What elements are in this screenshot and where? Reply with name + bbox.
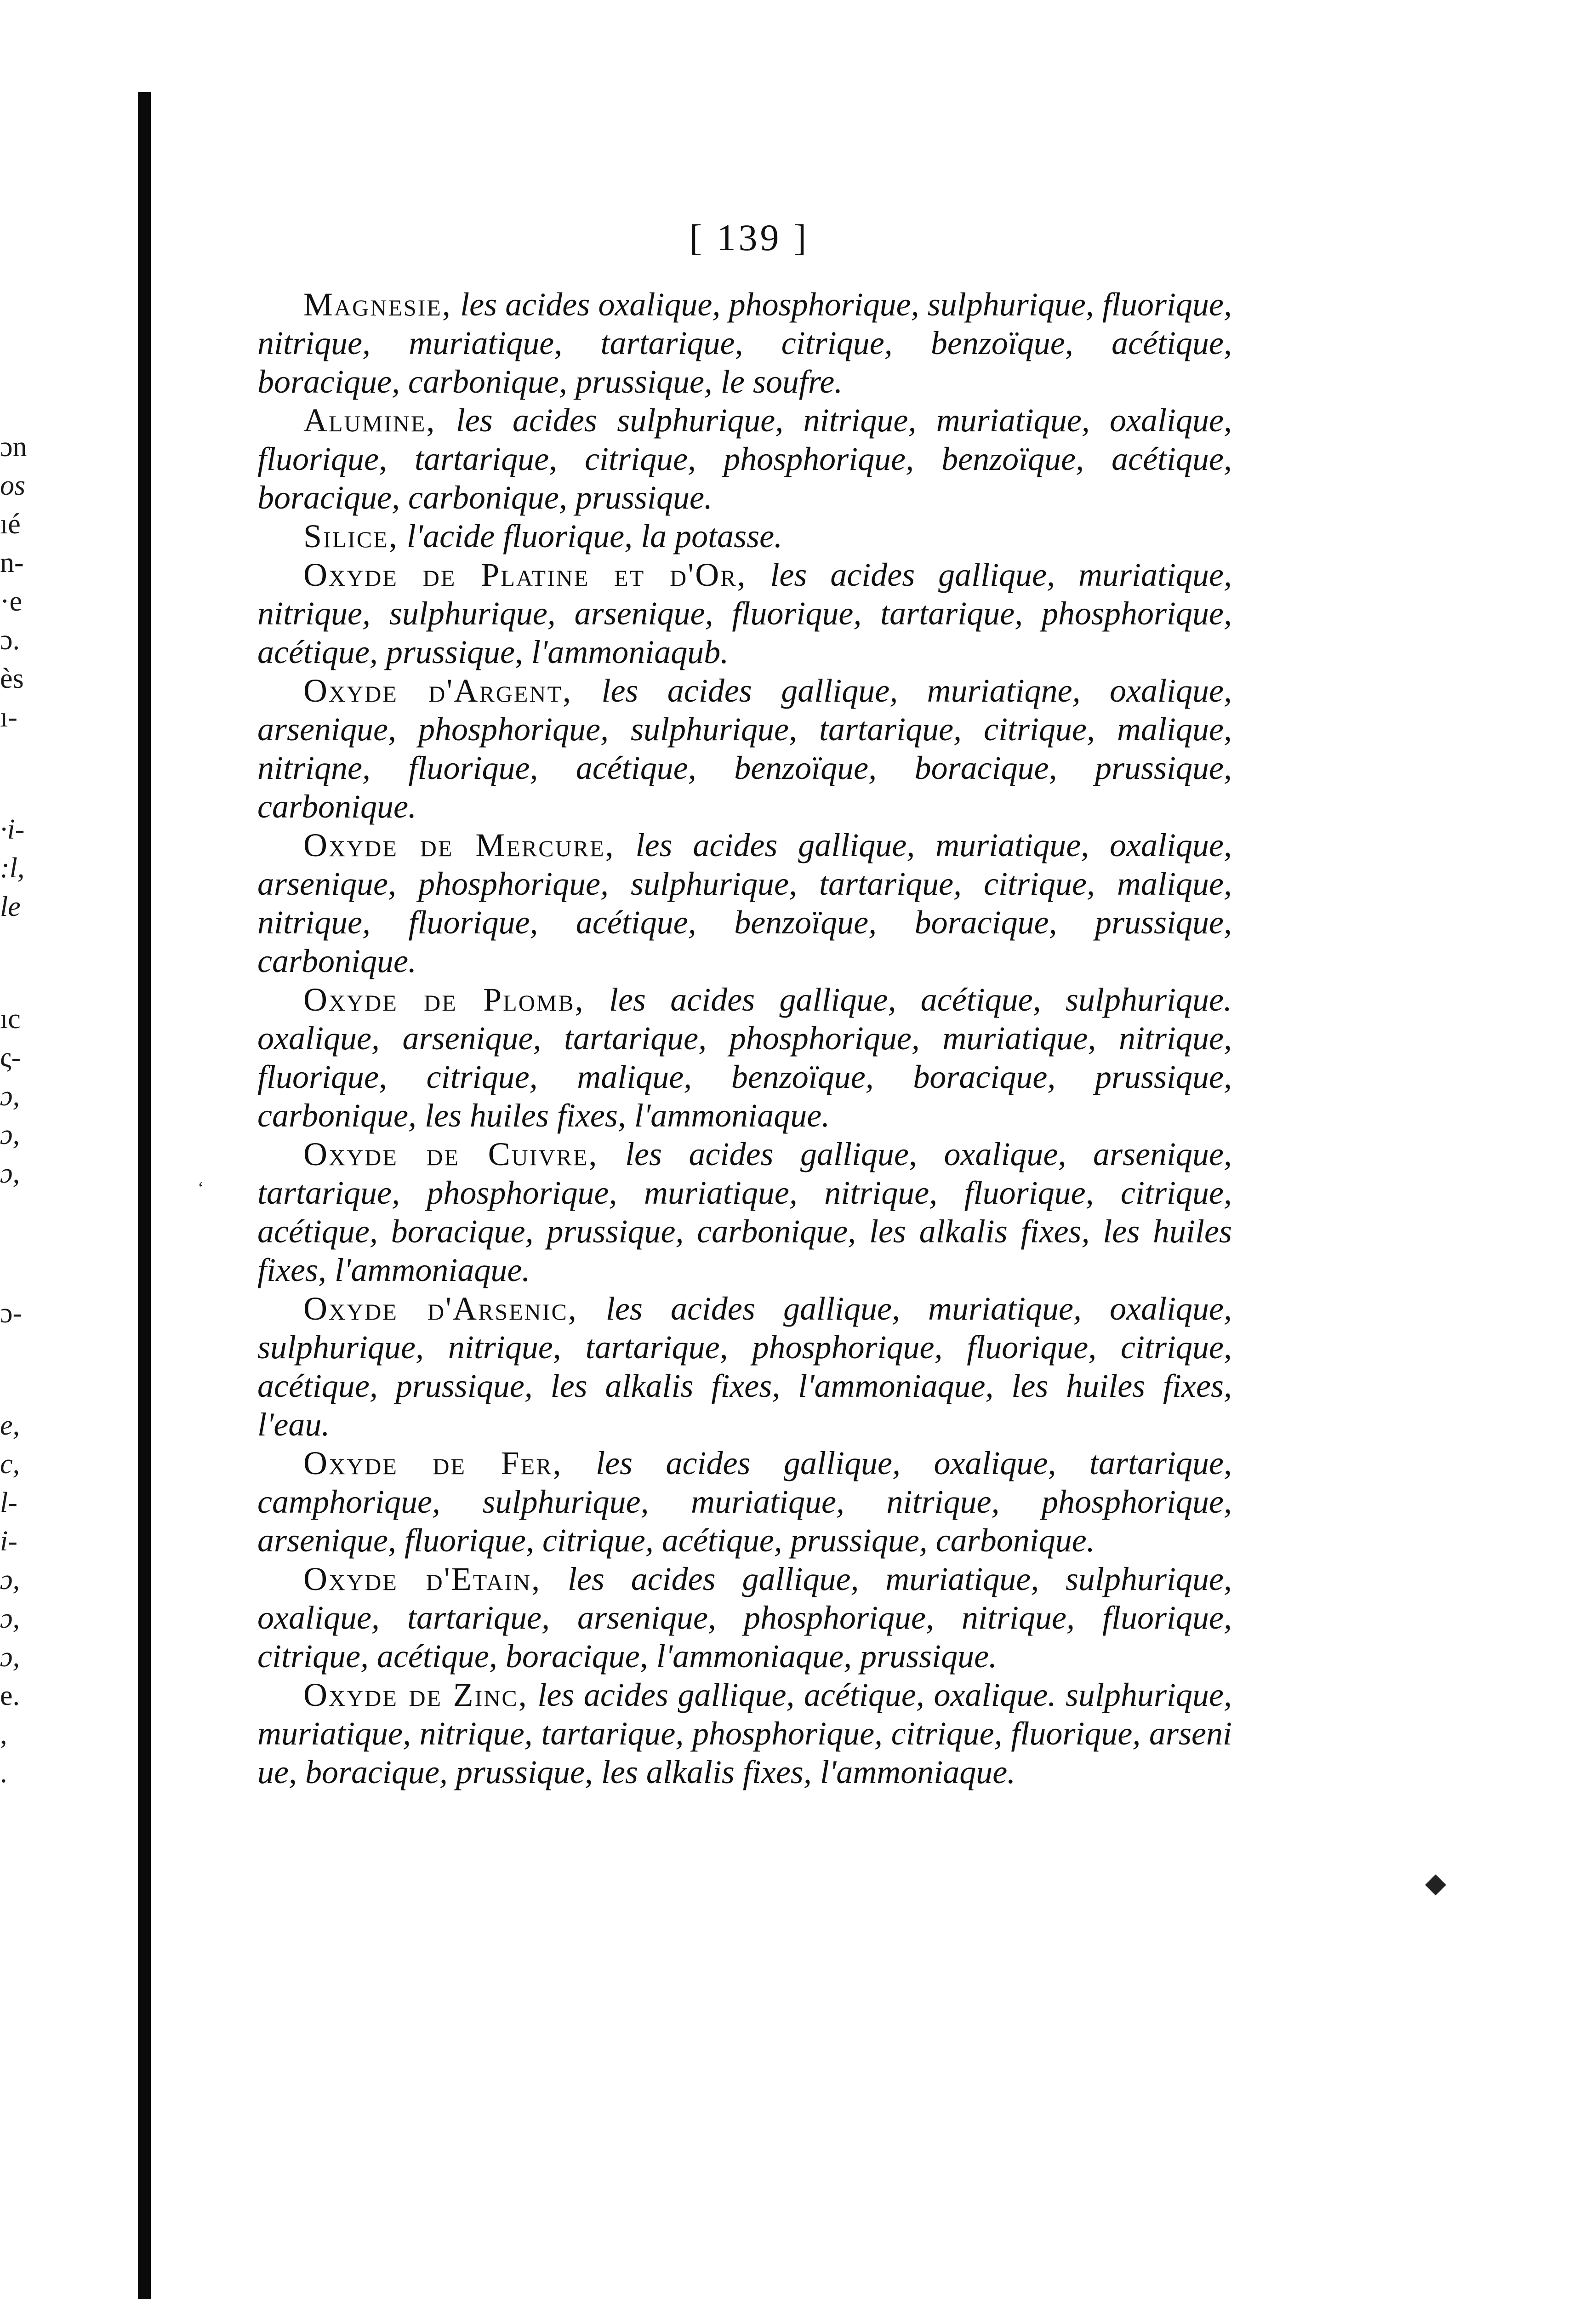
bleed-fragment: ı-: [0, 702, 17, 733]
entry-oxyde-mercure: [257, 826, 1232, 980]
bleed-fragment: ɔ,: [0, 1081, 20, 1112]
entry-heading: Oxyde d'Argent,: [303, 672, 573, 709]
entry-body: les acides sulphurique, nitrique, muriatique, oxalique, fluorique, tartarique, citrique, phosphorique, benzoïque, acétique, boracique, carbonique, prussique.: [257, 402, 1232, 516]
bleed-fragment: ɔ,: [0, 1158, 20, 1189]
bleed-fragment: ·i-: [0, 814, 25, 845]
entry-body: les acides gallique, muriatique, oxalique, sulphurique, nitrique, tartarique, phosphorique, fluorique, citrique, acétique, prussique, les alkalis fixes, l'ammoniaque, les huiles fixes, l'eau.: [257, 1290, 1232, 1443]
entry-heading: Oxyde d'Etain,: [303, 1561, 542, 1597]
entry-oxyde-cuivre: [257, 1135, 1232, 1289]
bleed-fragment: e.: [0, 1680, 20, 1711]
entry-heading: Oxyde de Plomb,: [303, 981, 585, 1018]
entry-oxyde-fer: [257, 1444, 1232, 1560]
bleed-fragment: .: [0, 1757, 7, 1789]
text-column: [257, 285, 1232, 1791]
page-number: [ 139 ]: [689, 217, 809, 258]
bleed-fragment: ,: [0, 1719, 7, 1750]
entry-heading: Oxyde de Platine et d'Or,: [303, 556, 747, 593]
entry-heading: Silice,: [303, 518, 399, 555]
entry-heading: Oxyde de Cuivre,: [303, 1136, 598, 1172]
bleed-fragment: n-: [0, 547, 24, 578]
bleed-fragment: ıc: [0, 1003, 21, 1035]
entry-oxyde-platine-or: [257, 555, 1232, 671]
bleed-fragment: :l,: [0, 852, 25, 884]
ink-speck: ‘: [198, 1178, 204, 1198]
entry-alumine: [257, 401, 1232, 517]
bleed-fragment: ɔ,: [0, 1119, 20, 1150]
bleed-fragment: ɔn: [0, 431, 27, 463]
entry-body: l'acide fluorique, la potasse.: [398, 518, 783, 555]
entry-heading: Magnesie,: [303, 286, 452, 323]
bleed-fragment: l-: [0, 1487, 17, 1518]
entry-oxyde-argent: [257, 671, 1232, 826]
bleed-fragment: i-: [0, 1526, 17, 1557]
binding-gutter: [138, 92, 151, 2299]
entry-body: les acides gallique, muriatique, sulphurique, oxalique, tartarique, arsenique, phosphorique, nitrique, fluorique, citrique, acétique, boracique, l'ammoniaque, prussique.: [257, 1561, 1232, 1675]
bleed-fragment: ès: [0, 663, 24, 694]
entry-oxyde-etain: [257, 1560, 1232, 1676]
entry-body: les acides oxalique, phosphorique, sulphurique, fluorique, nitrique, muriatique, tartarique, citrique, benzoïque, acétique, boracique, carbonique, prussique, le soufre.: [257, 286, 1232, 400]
bleed-fragment: ɔ.: [0, 624, 20, 656]
entry-heading: Oxyde de Mercure,: [303, 827, 615, 864]
entry-body: les acides gallique, acétique, oxalique. sulphurique, muriatique, nitrique, tartarique, phosphorique, citrique, fluorique, arseni ue, boracique, prussique, les alkalis fixes, l'ammoniaque.: [257, 1676, 1232, 1790]
entry-oxyde-plomb: [257, 980, 1232, 1135]
entry-heading: Oxyde de Zinc,: [303, 1676, 528, 1713]
entry-body: les acides gallique, acétique, sulphurique. oxalique, arsenique, tartarique, phosphorique, muriatique, nitrique, fluorique, citrique, malique, benzoïque, boracique, prussique, carbonique, les huiles fixes, l'ammoniaque.: [257, 981, 1232, 1134]
bleed-fragment: ɔ,: [0, 1641, 20, 1673]
bleed-fragment: ς-: [0, 1042, 21, 1073]
bleed-fragment: ɔ,: [0, 1564, 20, 1596]
entry-oxyde-arsenic: [257, 1289, 1232, 1444]
bleed-fragment: ıé: [0, 509, 21, 540]
entry-heading: Oxyde d'Arsenic,: [303, 1290, 578, 1327]
bleed-fragment: os: [0, 470, 26, 501]
entry-heading: Alumine,: [303, 402, 436, 439]
entry-oxyde-zinc: [257, 1676, 1232, 1791]
entry-heading: Oxyde de Fer,: [303, 1445, 563, 1481]
entry-body: les acides gallique, muriatique, oxalique, arsenique, phosphorique, sulphurique, tartarique, citrique, malique, nitrique, fluorique, acétique, benzoïque, boracique, prussique, carbonique.: [257, 827, 1232, 979]
facing-page-bleed: [0, 428, 115, 1792]
bleed-fragment: ·e: [0, 586, 23, 617]
entry-body: les acides gallique, muriatique, nitrique, sulphurique, arsenique, fluorique, tartarique, phosphorique, acétique, prussique, l'ammoniaqub.: [257, 556, 1232, 670]
ink-speck: ◆: [1425, 1868, 1447, 1898]
entry-body: les acides gallique, oxalique, tartarique, camphorique, sulphurique, muriatique, nitrique, phosphorique, arsenique, fluorique, citrique, acétique, prussique, carbonique.: [257, 1445, 1232, 1559]
entry-magnesie: [257, 285, 1232, 401]
bleed-fragment: e,: [0, 1410, 20, 1441]
bleed-fragment: ɔ-: [0, 1298, 23, 1329]
bleed-fragment: ɔ,: [0, 1603, 20, 1634]
entry-silice: [257, 517, 1232, 555]
entry-body: les acides gallique, oxalique, arsenique, tartarique, phosphorique, muriatique, nitrique, fluorique, citrique, acétique, boracique, prussique, carbonique, les alkalis fixes, les huiles fixes, l'ammoniaque.: [257, 1136, 1232, 1288]
bleed-fragment: le: [0, 891, 21, 922]
bleed-fragment: c,: [0, 1448, 20, 1480]
entry-body: les acides gallique, muriatiqne, oxalique, arsenique, phosphorique, sulphurique, tartarique, citrique, malique, nitriqne, fluorique, acétique, benzoïque, boracique, prussique, carbonique.: [257, 672, 1232, 825]
